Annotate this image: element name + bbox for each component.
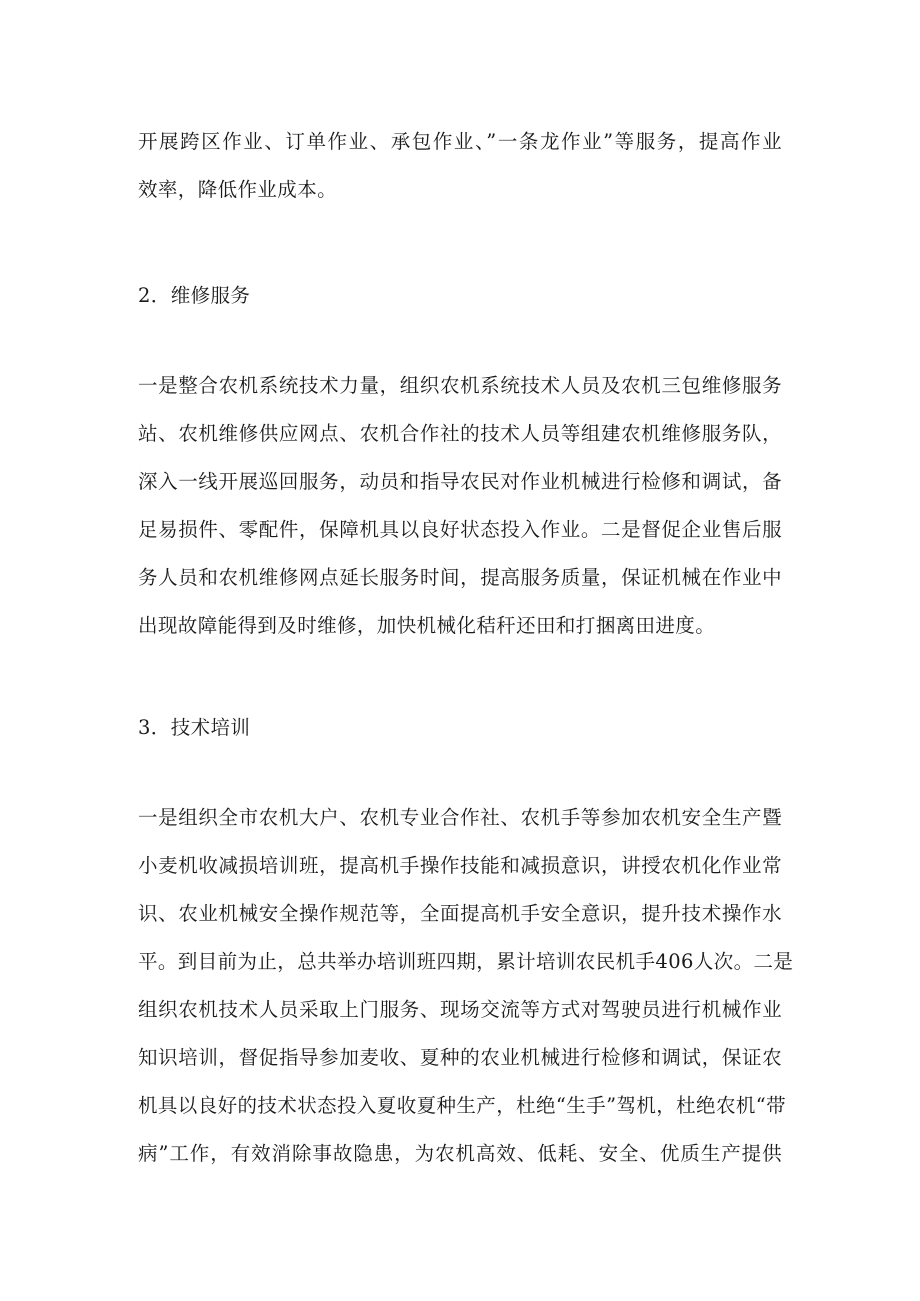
- intro-line-2: 效率，降低作业成本。: [138, 178, 338, 201]
- section-2-line-6: 出现故障能得到及时维修，加快机械化秸秆还田和打捆离田进度。: [138, 614, 716, 637]
- section-3-line-7: 机具以良好的技术状态投入夏收夏种生产，杜绝“生手”驾机，杜绝农机“带: [138, 1094, 787, 1117]
- intro-line-1: 开展跨区作业、订单作业、承包作业、”一条龙作业”等服务，提高作业: [138, 130, 782, 153]
- section-3-line-6: 知识培训，督促指导参加麦收、夏种的农业机械进行检修和调试，保证农: [138, 1046, 782, 1069]
- section-2-line-3: 深入一线开展巡回服务，动员和指导农民对作业机械进行检修和调试，备: [138, 470, 782, 493]
- section-3-heading: 3．技术培训: [138, 716, 251, 739]
- section-3-line-1: 一是组织全市农机大户、农机专业合作社、农机手等参加农机安全生产暨: [138, 806, 782, 829]
- section-2-heading: 2．维修服务: [138, 284, 251, 307]
- section-3-line-3: 识、农业机械安全操作规范等，全面提高机手安全意识，提升技术操作水: [138, 902, 782, 925]
- section-3-line-5: 组织农机技术人员采取上门服务、现场交流等方式对驾驶员进行机械作业: [138, 998, 782, 1021]
- section-3-line-2: 小麦机收减损培训班，提高机手操作技能和减损意识，讲授农机化作业常: [138, 854, 782, 877]
- section-2-line-1: 一是整合农机系统技术力量，组织农机系统技术人员及农机三包维修服务: [138, 374, 782, 397]
- section-2-line-4: 足易损件、零配件，保障机具以良好状态投入作业。二是督促企业售后服: [138, 518, 782, 541]
- section-2-line-5: 务人员和农机维修网点延长服务时间，提高服务质量，保证机械在作业中: [138, 566, 782, 589]
- section-2-line-2: 站、农机维修供应网点、农机合作社的技术人员等组建农机维修服务队，: [138, 422, 782, 445]
- section-3-line-8: 病”工作，有效消除事故隐患，为农机高效、低耗、安全、优质生产提供: [138, 1142, 782, 1165]
- section-3-line-4: 平。到目前为止，总共举办培训班四期，累计培训农民机手406人次。二是: [138, 950, 794, 973]
